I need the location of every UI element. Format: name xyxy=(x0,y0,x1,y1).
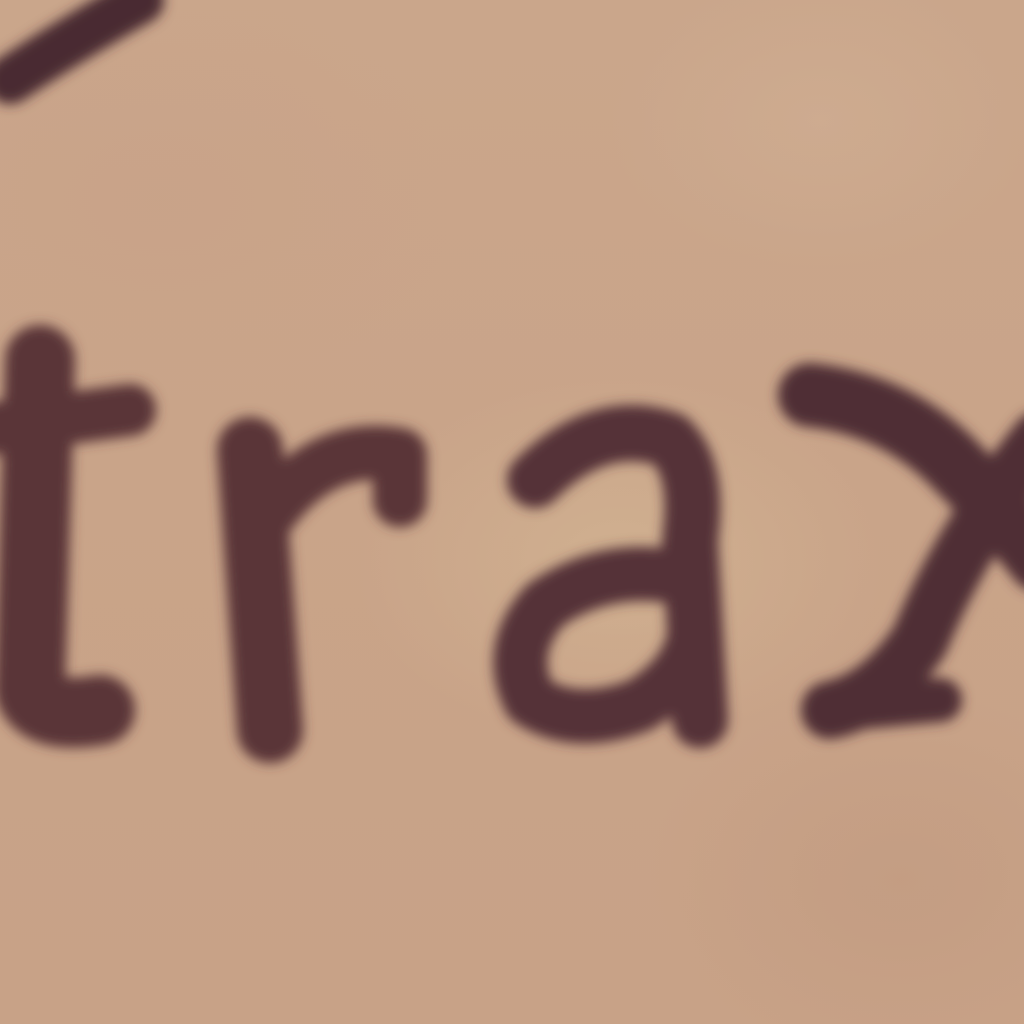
letter-a-bowl xyxy=(520,574,690,717)
ink-stroke-top-left xyxy=(10,0,140,80)
letter-r-arm xyxy=(265,453,400,520)
letter-x-tail xyxy=(830,700,940,710)
letter-t-crossbar xyxy=(0,410,130,430)
